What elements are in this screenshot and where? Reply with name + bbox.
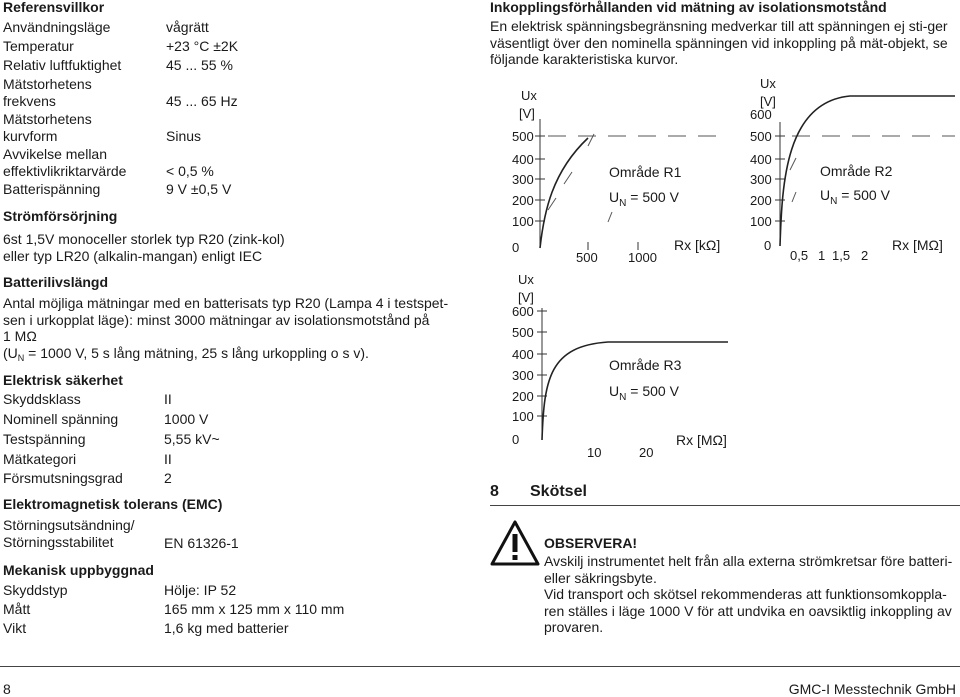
mech-label: Mått bbox=[3, 601, 31, 617]
y-tick-label: 300 bbox=[512, 368, 534, 383]
y-tick-label: 200 bbox=[512, 193, 534, 208]
y-tick-label: 200 bbox=[512, 389, 534, 404]
y-tick-label: 500 bbox=[750, 129, 772, 144]
section-title: Skötsel bbox=[530, 483, 587, 500]
y-tick-label: 500 bbox=[512, 325, 534, 340]
insulation-title: Inkopplingsförhållanden vid mätning av isolationsmotstånd bbox=[490, 0, 887, 15]
y-tick-label: 0 bbox=[512, 432, 520, 447]
y-axis-unit: [V] bbox=[519, 106, 535, 121]
y-tick-label: 100 bbox=[512, 214, 534, 229]
y-tick-label: 400 bbox=[512, 347, 534, 362]
ref-value: 45 ... 65 Hz bbox=[166, 93, 238, 109]
chart-r3 bbox=[488, 268, 738, 468]
x-tick-label: 1,5 bbox=[832, 248, 851, 263]
company-name: GMC-I Messtechnik GmbH bbox=[788, 681, 956, 697]
emc-value: EN 61326-1 bbox=[164, 535, 239, 551]
section-divider bbox=[490, 505, 960, 506]
guide-mark bbox=[564, 172, 572, 184]
section-number: 8 bbox=[490, 483, 499, 500]
y-tick-label: 200 bbox=[750, 193, 772, 208]
y-tick-label: 600 bbox=[750, 107, 772, 122]
y-tick-label: 0 bbox=[764, 238, 772, 253]
insulation-intro: En elektrisk spänningsbegränsning medverkar till att spänningen ej sti-ger väsentligt över den nominella spänningen vid inkoppling på mät-objekt, se följande karakteristiska kurvor. bbox=[490, 18, 948, 68]
ref-label: Mätstorhetens kurvform bbox=[3, 111, 92, 144]
x-tick-label: 0,5 bbox=[790, 248, 809, 263]
ref-value: < 0,5 % bbox=[166, 163, 214, 179]
y-axis-label: Ux bbox=[518, 272, 534, 287]
y-tick-label: 100 bbox=[512, 409, 534, 424]
guide-mark bbox=[608, 212, 612, 222]
ref-label: Relativ luftfuktighet bbox=[3, 57, 122, 73]
mech-title: Mekanisk uppbyggnad bbox=[3, 562, 154, 578]
y-tick-label: 500 bbox=[512, 129, 534, 144]
page-number: 8 bbox=[3, 681, 11, 697]
y-tick-label: 300 bbox=[512, 172, 534, 187]
ref-value: Sinus bbox=[166, 128, 202, 144]
x-axis-label: Rx [MΩ] bbox=[892, 237, 943, 253]
y-tick-label: 300 bbox=[750, 172, 772, 187]
x-tick-label: 20 bbox=[639, 445, 654, 460]
battery-text: Antal möjliga mätningar med en batterisats typ R20 (Lampa 4 i testspet- sen i urkopplat läge): minst 3000 mätningar av isolationsmotstånd på 1 MΩ bbox=[3, 295, 449, 345]
y-tick-label: 0 bbox=[512, 240, 520, 255]
y-tick-label: 400 bbox=[750, 152, 772, 167]
safety-value: 5,55 kV~ bbox=[164, 431, 220, 447]
safety-value: 2 bbox=[164, 470, 172, 486]
safety-label: Försmutsningsgrad bbox=[3, 470, 123, 486]
chart-r2 bbox=[730, 72, 960, 272]
y-axis-label: Ux bbox=[760, 76, 776, 91]
nominal-voltage-label: $U_N = 500$ V bbox=[609, 383, 679, 403]
x-tick-label: 1 bbox=[818, 248, 826, 263]
x-tick-label: 2 bbox=[861, 248, 869, 263]
ref-value: vågrätt bbox=[166, 19, 209, 35]
ref-label: Avvikelse mellan effektivlikriktarvärde bbox=[3, 146, 127, 179]
safety-label: Mätkategori bbox=[3, 451, 77, 467]
x-tick-label: 500 bbox=[576, 250, 598, 265]
ref-value: 9 V ±0,5 V bbox=[166, 181, 232, 197]
safety-value: II bbox=[164, 451, 172, 467]
nominal-voltage-label: $U_N = 500$ V bbox=[609, 189, 679, 209]
guide-mark bbox=[792, 192, 796, 202]
emc-label: Störningsutsändning/ Störningsstabilitet bbox=[3, 517, 135, 550]
x-tick-label: 1000 bbox=[628, 250, 657, 265]
y-tick-label: 100 bbox=[750, 214, 772, 229]
region-label: Område R1 bbox=[609, 164, 682, 180]
safety-value: II bbox=[164, 391, 172, 407]
ref-label: Mätstorhetens frekvens bbox=[3, 76, 92, 109]
region-label: Område R2 bbox=[820, 163, 893, 179]
mech-value: Hölje: IP 52 bbox=[164, 582, 237, 598]
warning-icon bbox=[490, 520, 540, 566]
safety-label: Skyddsklass bbox=[3, 391, 81, 407]
ref-value: 45 ... 55 % bbox=[166, 57, 233, 73]
y-axis-unit: [V] bbox=[760, 94, 776, 109]
ref-label: Användningsläge bbox=[3, 19, 111, 35]
x-tick-label: 10 bbox=[587, 445, 602, 460]
emc-title: Elektromagnetisk tolerans (EMC) bbox=[3, 496, 223, 512]
power-text: 6st 1,5V monoceller storlek typ R20 (zink-kol) eller typ LR20 (alkalin-mangan) enligt IEC bbox=[3, 231, 285, 264]
y-axis-unit: [V] bbox=[518, 290, 534, 305]
region-label: Område R3 bbox=[609, 357, 682, 373]
footer-divider bbox=[0, 666, 960, 667]
safety-label: Testspänning bbox=[3, 431, 86, 447]
ref-label: Batterispänning bbox=[3, 181, 101, 197]
guide-mark bbox=[790, 158, 796, 170]
mech-label: Vikt bbox=[3, 620, 27, 636]
mech-value: 165 mm x 125 mm x 110 mm bbox=[164, 601, 345, 617]
safety-value: 1000 V bbox=[164, 411, 209, 427]
characteristic-curve bbox=[540, 138, 588, 248]
battery-title: Batterilivslängd bbox=[3, 274, 109, 290]
safety-label: Nominell spänning bbox=[3, 411, 119, 427]
mech-value: 1,6 kg med batterier bbox=[164, 620, 289, 636]
power-title: Strömförsörjning bbox=[3, 208, 118, 224]
x-axis-label: Rx [kΩ] bbox=[674, 237, 721, 253]
ref-title: Referensvillkor bbox=[3, 0, 105, 15]
chart-r1 bbox=[488, 82, 728, 272]
mech-label: Skyddstyp bbox=[3, 582, 68, 598]
safety-title: Elektrisk säkerhet bbox=[3, 372, 123, 388]
nominal-voltage-label: $U_N = 500$ V bbox=[820, 187, 890, 207]
ref-label: Temperatur bbox=[3, 38, 74, 54]
ref-value: +23 °C ±2K bbox=[166, 38, 239, 54]
y-tick-label: 400 bbox=[512, 152, 534, 167]
note-title: OBSERVERA! bbox=[544, 535, 638, 551]
y-axis-label: Ux bbox=[521, 88, 537, 103]
x-axis-label: Rx [MΩ] bbox=[676, 432, 727, 448]
note-text: Avskilj instrumentet helt från alla externa strömkretsar före batteri- eller säkringsbyte. Vid transport och skötsel rekommenderas att funktionsomkoppla- ren ställes i läge 1000 V för att undvika en oavsiktlig inkoppling av provaren. bbox=[544, 553, 953, 636]
battery-conditions: ($U_N = 1000$ V, 5 s lång mätning, 25 s lång urkoppling o s v). bbox=[3, 345, 369, 363]
y-tick-label: 600 bbox=[512, 304, 534, 319]
